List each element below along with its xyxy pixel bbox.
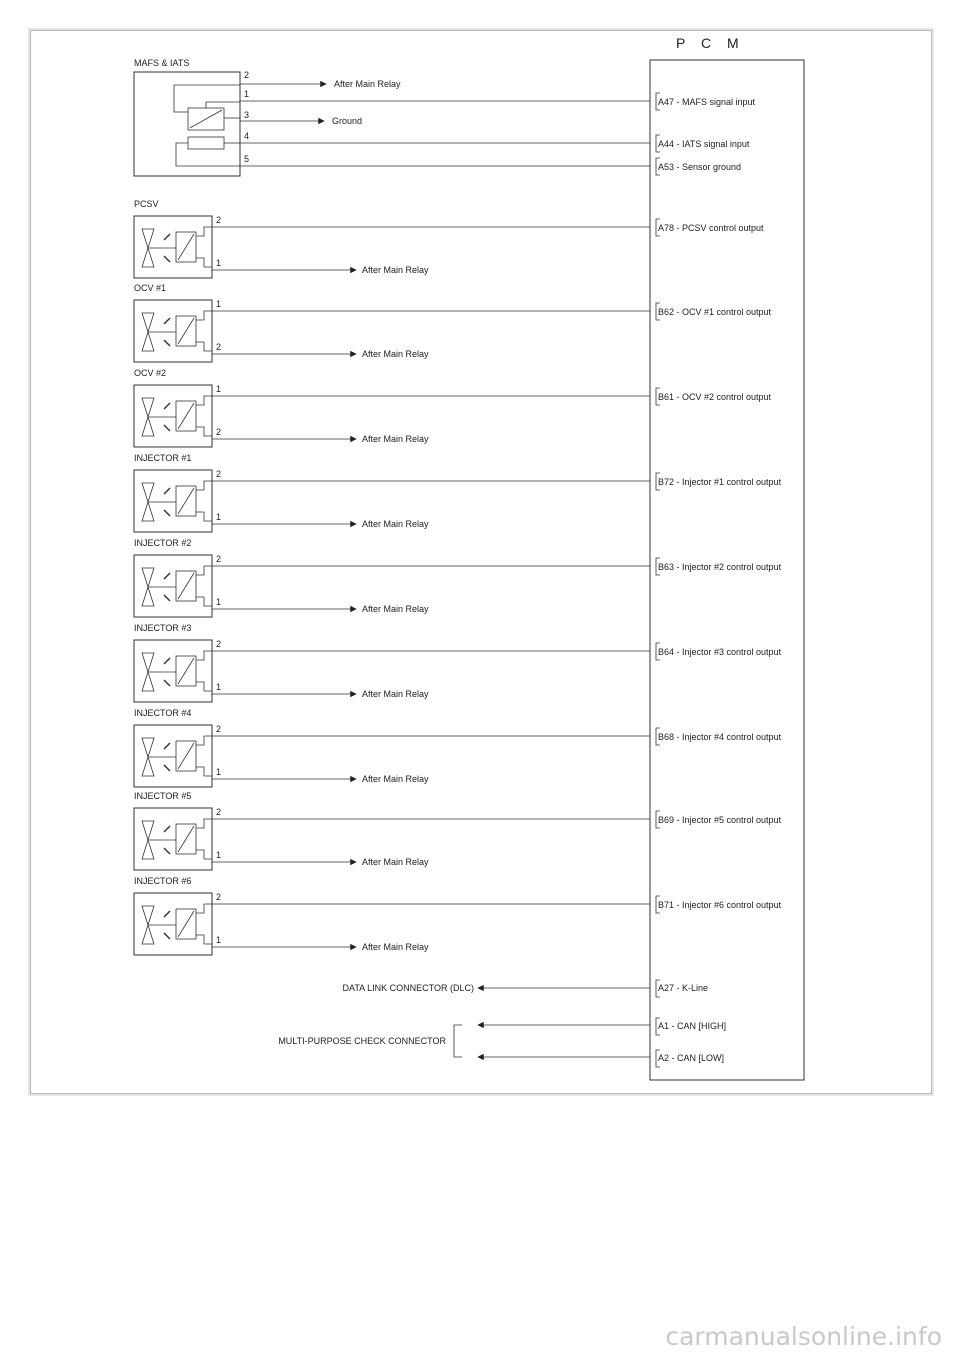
mafs-pin: 4 bbox=[244, 131, 250, 141]
solenoid-component bbox=[134, 538, 782, 617]
dlc-group bbox=[342, 980, 708, 997]
mafs-pin: 5 bbox=[244, 154, 250, 164]
component-pin: 1 bbox=[216, 512, 222, 522]
component-label: INJECTOR #1 bbox=[134, 453, 192, 463]
pcm-pin-label: A47 - MAFS signal input bbox=[658, 97, 756, 107]
component-pin: 1 bbox=[216, 850, 222, 860]
relay-label: After Main Relay bbox=[362, 689, 429, 699]
pcm-pin-label: A53 - Sensor ground bbox=[658, 162, 742, 172]
pcm-pin-label: B63 - Injector #2 control output bbox=[658, 562, 782, 572]
component-pin: 1 bbox=[216, 935, 222, 945]
component-label: OCV #2 bbox=[134, 368, 167, 378]
mafs-pin: 1 bbox=[244, 89, 250, 99]
pcm-pin-label: B64 - Injector #3 control output bbox=[658, 647, 782, 657]
component-label: OCV #1 bbox=[134, 283, 167, 293]
component-pin: 1 bbox=[216, 258, 222, 268]
ground-label: Ground bbox=[332, 116, 363, 126]
component-pin: 2 bbox=[216, 724, 222, 734]
component-box bbox=[134, 893, 212, 955]
component-pin: 1 bbox=[216, 299, 222, 309]
component-label: INJECTOR #3 bbox=[134, 623, 192, 633]
component-pin: 1 bbox=[216, 767, 222, 777]
pcm-pin-group bbox=[656, 93, 756, 175]
solenoid-component bbox=[134, 199, 764, 278]
component-pin: 1 bbox=[216, 384, 222, 394]
component-box bbox=[134, 385, 212, 447]
relay-label: After Main Relay bbox=[334, 79, 401, 89]
component-box bbox=[134, 300, 212, 362]
relay-label: After Main Relay bbox=[362, 434, 429, 444]
component-pin: 1 bbox=[216, 682, 222, 692]
mpc-label: MULTI-PURPOSE CHECK CONNECTOR bbox=[278, 1036, 446, 1046]
mafs-pin: 3 bbox=[244, 110, 250, 120]
pcm-pin-label: A1 - CAN [HIGH] bbox=[658, 1021, 727, 1031]
component-box bbox=[134, 725, 212, 787]
pcm-pin-label: B68 - Injector #4 control output bbox=[658, 732, 782, 742]
solenoid-component bbox=[134, 283, 772, 362]
mafs-title: MAFS & IATS bbox=[134, 58, 190, 68]
component-label: INJECTOR #4 bbox=[134, 708, 192, 718]
pcm-pin-label: B62 - OCV #1 control output bbox=[658, 307, 772, 317]
pcm-pin-label: B71 - Injector #6 control output bbox=[658, 900, 782, 910]
component-pin: 2 bbox=[216, 215, 222, 225]
solenoid-component bbox=[134, 453, 782, 532]
component-pin: 2 bbox=[216, 342, 222, 352]
relay-label: After Main Relay bbox=[362, 857, 429, 867]
relay-label: After Main Relay bbox=[362, 265, 429, 275]
solenoid-component bbox=[134, 623, 782, 702]
component-label: INJECTOR #5 bbox=[134, 791, 192, 801]
relay-label: After Main Relay bbox=[362, 774, 429, 784]
component-label: PCSV bbox=[134, 199, 159, 209]
component-pin: 2 bbox=[216, 807, 222, 817]
component-pin: 2 bbox=[216, 639, 222, 649]
components-layer bbox=[134, 199, 782, 955]
component-pin: 2 bbox=[216, 427, 222, 437]
component-pin: 2 bbox=[216, 892, 222, 902]
solenoid-component bbox=[134, 791, 782, 870]
pcm-title: P C M bbox=[676, 35, 745, 51]
solenoid-component bbox=[134, 708, 782, 787]
pcm-pin-label: A2 - CAN [LOW] bbox=[658, 1053, 725, 1063]
component-box bbox=[134, 470, 212, 532]
component-pin: 2 bbox=[216, 554, 222, 564]
component-box bbox=[134, 640, 212, 702]
pcm-pin-label: B72 - Injector #1 control output bbox=[658, 477, 782, 487]
solenoid-component bbox=[134, 368, 772, 447]
component-box bbox=[134, 216, 212, 278]
watermark: carmanualsonline.info bbox=[665, 1322, 942, 1351]
relay-label: After Main Relay bbox=[362, 604, 429, 614]
pcm-pin-label: A27 - K-Line bbox=[658, 983, 709, 993]
mpc-group bbox=[278, 1018, 726, 1067]
mafs-pin: 2 bbox=[244, 70, 250, 80]
component-label: INJECTOR #6 bbox=[134, 876, 192, 886]
component-pin: 1 bbox=[216, 597, 222, 607]
iats-element bbox=[188, 137, 224, 149]
solenoid-component bbox=[134, 876, 782, 955]
mafs-iats-sensor bbox=[134, 58, 650, 176]
pcm-pin-label: B69 - Injector #5 control output bbox=[658, 815, 782, 825]
component-label: INJECTOR #2 bbox=[134, 538, 192, 548]
component-box bbox=[134, 555, 212, 617]
pcm-pin-label: A78 - PCSV control output bbox=[658, 223, 764, 233]
component-box bbox=[134, 808, 212, 870]
component-pin: 2 bbox=[216, 469, 222, 479]
dlc-label: DATA LINK CONNECTOR (DLC) bbox=[342, 983, 474, 993]
relay-label: After Main Relay bbox=[362, 519, 429, 529]
relay-label: After Main Relay bbox=[362, 942, 429, 952]
pcm-pin-label: A44 - IATS signal input bbox=[658, 139, 750, 149]
relay-label: After Main Relay bbox=[362, 349, 429, 359]
pcm-pin-label: B61 - OCV #2 control output bbox=[658, 392, 772, 402]
